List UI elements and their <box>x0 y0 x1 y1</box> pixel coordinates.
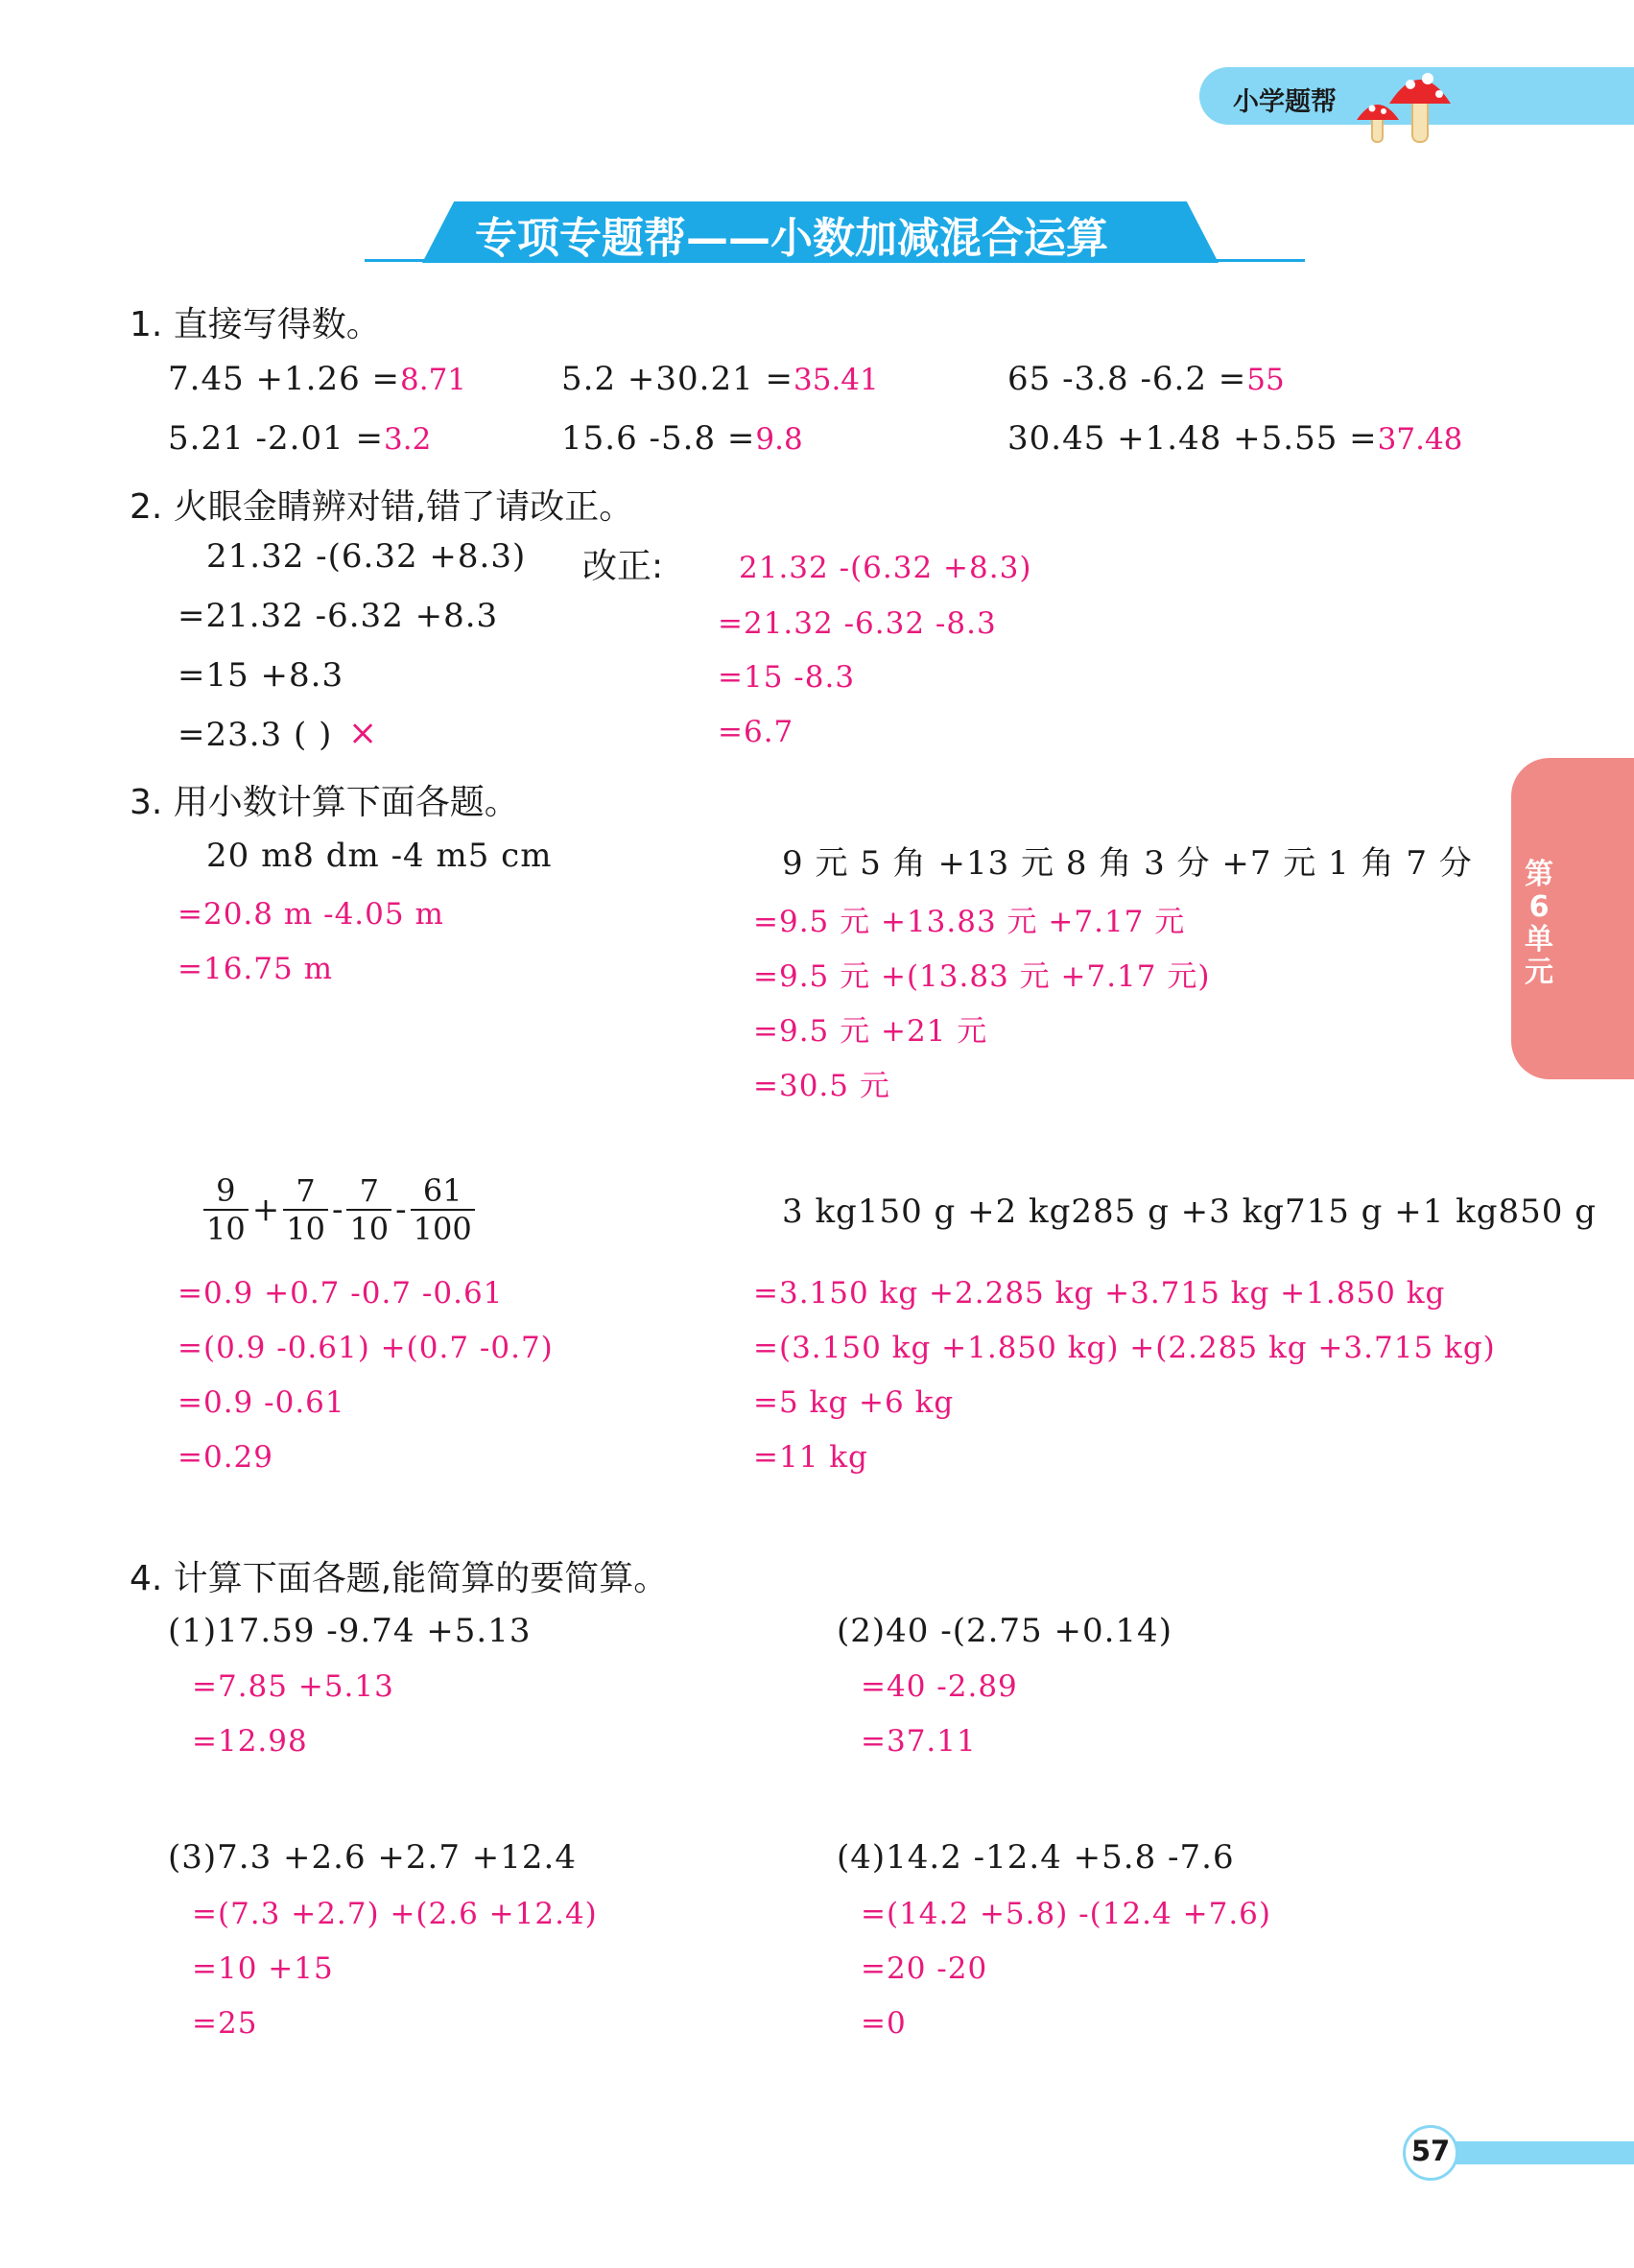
q2-correction: 21.32 -(6.32 +8.3) <box>739 551 1032 585</box>
q4-p4-step: =0 <box>861 2006 907 2041</box>
q4-p3-step: =25 <box>192 2006 258 2041</box>
fraction: $\frac{9}{10}$ <box>203 1172 249 1247</box>
q1-item: 65 -3.8 -6.2 =55 <box>1007 360 1285 398</box>
q3-heading: 3. 用小数计算下面各题。 <box>130 783 519 822</box>
q4-p4-question: (4)14.2 -12.4 +5.8 -7.6 <box>837 1838 1235 1877</box>
fraction: $\frac{61}{100}$ <box>411 1172 475 1247</box>
q4-p3-step: =10 +15 <box>192 1951 334 1986</box>
q4-p2-step: =37.11 <box>861 1724 977 1759</box>
q3-p4-step: =3.150 kg +2.285 kg +3.715 kg +1.850 kg <box>753 1276 1446 1311</box>
unit-tab-label: 第6单元 <box>1525 858 1553 989</box>
q2-line: =15 +8.3 <box>178 656 344 695</box>
q4-p1-question: (1)17.59 -9.74 +5.13 <box>168 1612 532 1650</box>
q3-p3-step: =(0.9 -0.61) +(0.7 -0.7) <box>178 1331 554 1365</box>
q2-correction: =6.7 <box>718 715 794 749</box>
q4-p1-step: =12.98 <box>192 1724 308 1759</box>
q2-line: 21.32 -(6.32 +8.3) <box>206 537 527 576</box>
fraction: $\frac{7}{10}$ <box>283 1172 328 1247</box>
q4-p4-step: =20 -20 <box>861 1951 988 1986</box>
fraction: $\frac{7}{10}$ <box>346 1172 391 1247</box>
wrong-mark: × <box>348 714 378 753</box>
q3-p4-step: =5 kg +6 kg <box>753 1385 955 1420</box>
q3-p4-step: =11 kg <box>753 1440 868 1475</box>
q4-p3-step: =(7.3 +2.7) +(2.6 +12.4) <box>192 1897 598 1931</box>
q2-line: =23.3 ( ) <box>178 716 333 754</box>
q1-item: 7.45 +1.26 =8.71 <box>168 360 467 398</box>
q3-p1-question: 20 m8 dm -4 m5 cm <box>206 837 553 875</box>
q2-correction: =15 -8.3 <box>718 660 856 695</box>
q3-p2-step: =9.5 元 +21 元 <box>753 1014 988 1049</box>
q1-item: 5.2 +30.21 =35.41 <box>561 360 879 398</box>
q2-correct-label: 改正: <box>582 547 664 586</box>
q4-p1-step: =7.85 +5.13 <box>192 1669 394 1704</box>
q3-p1-step: =20.8 m -4.05 m <box>178 897 444 932</box>
q3-p2-step: =9.5 元 +(13.83 元 +7.17 元) <box>753 959 1211 994</box>
q1-item: 15.6 -5.8 =9.8 <box>561 419 803 458</box>
q3-p3-step: =0.29 <box>178 1440 273 1475</box>
q1-item: 30.45 +1.48 +5.55 =37.48 <box>1007 419 1463 458</box>
q2-correction: =21.32 -6.32 -8.3 <box>718 606 997 641</box>
q3-p2-step: =9.5 元 +13.83 元 +7.17 元 <box>753 905 1186 939</box>
q1-item: 5.21 -2.01 =3.2 <box>168 419 432 458</box>
page-title: 专项专题帮——小数加减混合运算 <box>475 214 1108 263</box>
q2-line: =21.32 -6.32 +8.3 <box>178 597 499 635</box>
q3-p3-question: $\frac{9}{10}$ + $\frac{7}{10}$ - $\frac{7}{10}$ - $\frac{61}{100}$ <box>203 1172 475 1247</box>
q3-p3-step: =0.9 +0.7 -0.7 -0.61 <box>178 1276 504 1311</box>
q3-p1-step: =16.75 m <box>178 952 333 986</box>
q4-heading: 4. 计算下面各题,能简算的要简算。 <box>130 1559 669 1598</box>
q4-p4-step: =(14.2 +5.8) -(12.4 +7.6) <box>861 1897 1271 1931</box>
mushroom-icon <box>1343 56 1468 147</box>
q3-p2-question: 9 元 5 角 +13 元 8 角 3 分 +7 元 1 角 7 分 <box>782 844 1473 883</box>
q3-p3-step: =0.9 -0.61 <box>178 1385 345 1420</box>
page-number: 57 <box>1410 2135 1451 2167</box>
q4-p2-step: =40 -2.89 <box>861 1669 1018 1704</box>
q3-p4-question: 3 kg150 g +2 kg285 g +3 kg715 g +1 kg850 g <box>782 1193 1597 1231</box>
q2-heading: 2. 火眼金睛辨对错,错了请改正。 <box>130 487 634 527</box>
q4-p3-question: (3)7.3 +2.6 +2.7 +12.4 <box>168 1838 577 1877</box>
q3-p4-step: =(3.150 kg +1.850 kg) +(2.285 kg +3.715 kg) <box>753 1331 1496 1365</box>
brand-label: 小学题帮 <box>1233 87 1337 117</box>
q1-heading: 1. 直接写得数。 <box>130 305 381 344</box>
q4-p2-question: (2)40 -(2.75 +0.14) <box>837 1612 1172 1650</box>
q3-p2-step: =30.5 元 <box>753 1069 890 1103</box>
